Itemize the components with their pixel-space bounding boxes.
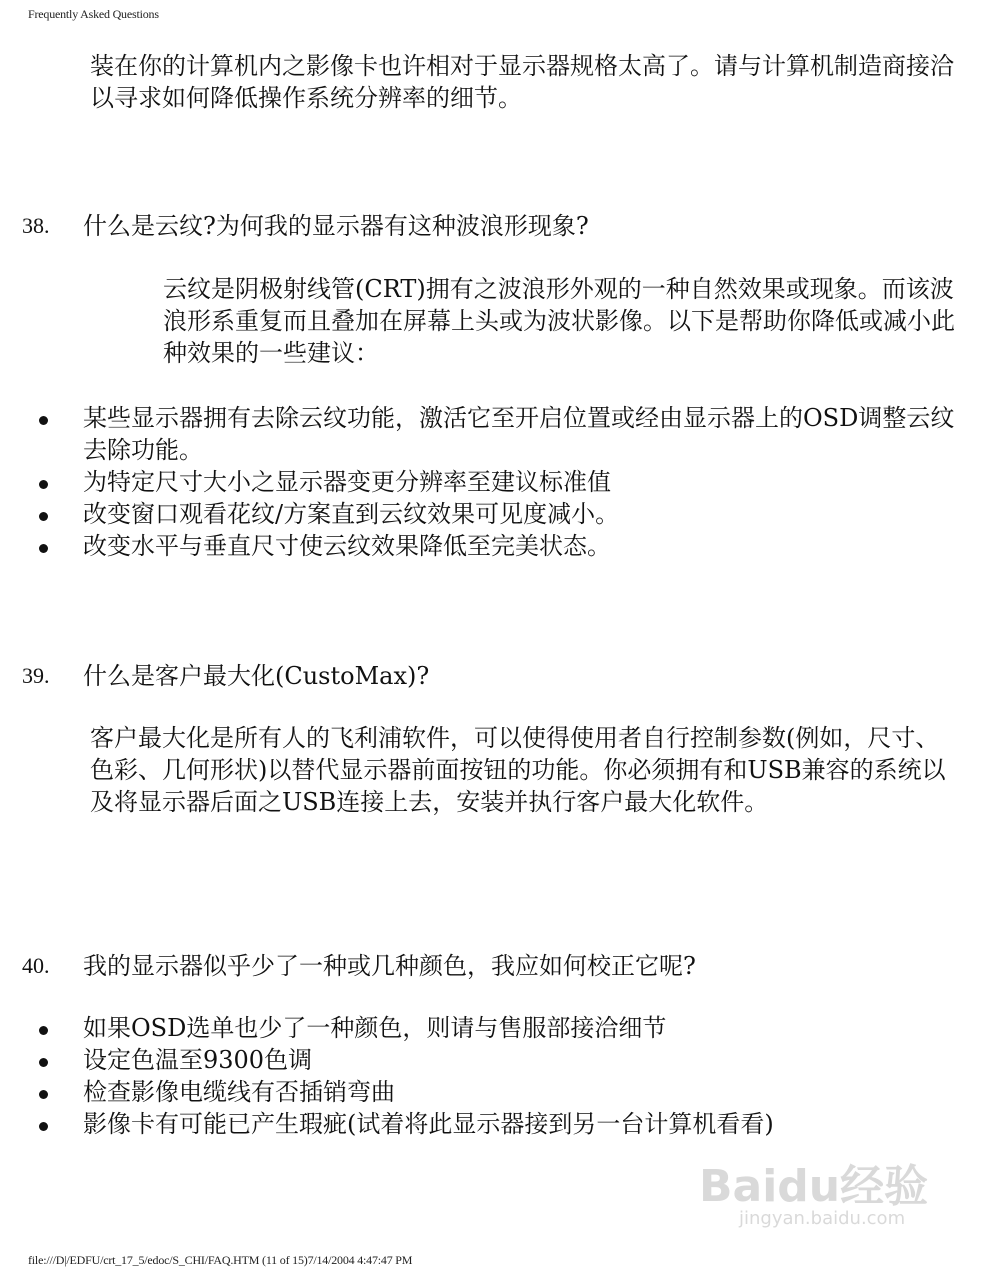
bullet-icon [39,512,48,521]
list-item: 改变窗口观看花纹/方案直到云纹效果可见度减小。 [0,498,968,530]
answer-paragraph: 客户最大化是所有人的飞利浦软件，可以使得使用者自行控制参数(例如，尺寸、色彩、几何形状)以替代显示器前面按钮的功能。你必须拥有和USB兼容的系统以及将显示器后面之USB连接上去，安装并执行客户最大化软件。 [90,724,946,816]
bullet-icon [39,1026,48,1035]
bullet-icon [39,1058,48,1067]
watermark-brand: Baidu经验 [699,1161,929,1212]
bullet-icon [39,1090,48,1099]
intro-paragraph: 装在你的计算机内之影像卡也许相对于显示器规格太高了。请与计算机制造商接洽以寻求如何降低操作系统分辨率的细节。 [90,52,954,112]
answer-paragraph: 云纹是阴极射线管(CRT)拥有之波浪形外观的一种自然效果或现象。而该波浪形系重复而且叠加在屏幕上头或为波状影像。以下是帮助你降低或减小此种效果的一些建议： [163,275,955,367]
bullet-icon [39,480,48,489]
bullet-icon [39,1122,48,1131]
list-item: 检查影像电缆线有否插销弯曲 [0,1076,968,1108]
answer-bullet-list [0,1012,968,1140]
list-item: 如果OSD选单也少了一种颜色，则请与售服部接洽细节 [0,1012,968,1044]
bullet-icon [39,544,48,553]
baidu-watermark [699,1150,929,1240]
watermark-url: jingyan.baidu.com [739,1208,906,1229]
list-item: 设定色温至9300色调 [0,1044,968,1076]
question-number: 38. [22,213,50,238]
list-item: 影像卡有可能已产生瑕疵(试着将此显示器接到另一台计算机看看) [0,1108,968,1140]
answer-bullet-list [0,402,968,562]
question-heading: 什么是客户最大化(CustoMax)? [83,662,430,690]
question-number: 40. [22,953,50,978]
page-header-title: Frequently Asked Questions [28,7,159,21]
list-item: 某些显示器拥有去除云纹功能，激活它至开启位置或经由显示器上的OSD调整云纹去除功能。 [0,402,968,466]
question-heading: 什么是云纹?为何我的显示器有这种波浪形现象? [83,212,589,240]
question-number: 39. [22,663,50,688]
page-footer-path: file:///D|/EDFU/crt_17_5/edoc/S_CHI/FAQ.HTM (11 of 15)7/14/2004 4:47:47 PM [28,1253,413,1267]
list-item: 为特定尺寸大小之显示器变更分辨率至建议标准值 [0,466,968,498]
question-heading: 我的显示器似乎少了一种或几种颜色，我应如何校正它呢? [83,952,696,980]
list-item: 改变水平与垂直尺寸使云纹效果降低至完美状态。 [0,530,968,562]
bullet-icon [39,416,48,425]
